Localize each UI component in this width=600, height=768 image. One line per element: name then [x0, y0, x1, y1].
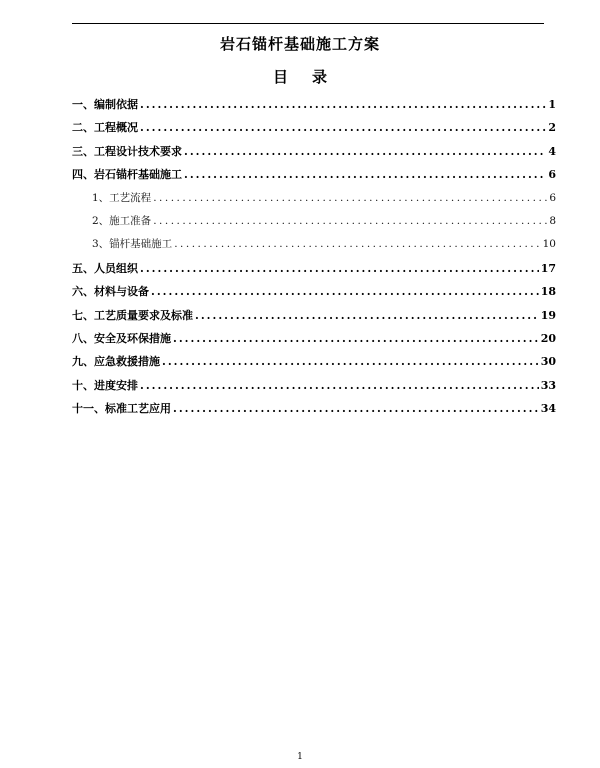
toc-leader-dots: [153, 210, 547, 233]
toc-entry-page: 18: [540, 285, 556, 299]
toc-entry-page: 6: [549, 191, 556, 204]
toc-entry-renyuan-zuzhi[interactable]: [72, 257, 556, 280]
toc-leader-dots: [174, 233, 540, 256]
toc-entry-page: 6: [548, 168, 556, 182]
toc-entry-label: 三、工程设计技术要求: [72, 144, 182, 158]
toc-entry-page: 4: [548, 144, 556, 158]
toc-entry-page: 30: [540, 355, 556, 369]
toc-entry-label: 五、人员组织: [72, 261, 138, 275]
toc-entry-page: 8: [549, 214, 556, 227]
toc-entry-label: 十、进度安排: [72, 378, 138, 392]
toc-entry-maogan-jichu-shigong[interactable]: [72, 163, 556, 186]
toc-entry-label: 四、岩石锚杆基础施工: [72, 168, 182, 182]
toc-entry-jindu-anpai[interactable]: [72, 374, 556, 397]
toc-entry-zhiliang-biaozhun[interactable]: [72, 304, 556, 327]
toc-entry-label: 八、安全及环保措施: [72, 331, 171, 345]
toc-entry-label: 十一、标准工艺应用: [72, 402, 171, 416]
toc-leader-dots: [184, 163, 546, 186]
toc-leader-dots: [184, 140, 546, 163]
toc-leader-dots: [140, 116, 546, 139]
toc-entry-sheji-yaoqiu[interactable]: [72, 140, 556, 163]
toc-subentry-maogan-shigong[interactable]: [72, 233, 556, 256]
toc-leader-dots: [173, 397, 539, 420]
toc-entry-label: 2、施工准备: [92, 214, 152, 227]
header-rule: [72, 23, 544, 24]
toc-entry-page: 20: [540, 331, 556, 345]
toc-entry-page: 34: [540, 402, 556, 416]
toc-heading: 目录: [272, 68, 351, 86]
toc-entry-yingji-jiuyuan[interactable]: [72, 350, 556, 373]
table-of-contents: [72, 93, 556, 420]
toc-leader-dots: [151, 280, 539, 303]
toc-entry-label: 1、工艺流程: [92, 191, 152, 204]
toc-entry-page: 10: [542, 238, 556, 251]
toc-entry-anquan-huanbao[interactable]: [72, 327, 556, 350]
toc-leader-dots: [140, 93, 546, 116]
toc-entry-label: 九、应急救援措施: [72, 355, 160, 369]
document-title: 岩石锚杆基础施工方案: [219, 35, 380, 53]
page-number: 1: [297, 752, 303, 762]
toc-entry-label: 3、锚杆基础施工: [92, 238, 173, 251]
toc-entry-bianzhi-yiju[interactable]: [72, 93, 556, 116]
toc-entry-gongcheng-gaikuang[interactable]: [72, 116, 556, 139]
toc-entry-label: 六、材料与设备: [72, 285, 149, 299]
toc-entry-label: 二、工程概况: [72, 121, 138, 135]
toc-leader-dots: [140, 257, 539, 280]
toc-leader-dots: [153, 187, 547, 210]
toc-entry-page: 1: [548, 98, 556, 111]
toc-entry-cailiao-shebei[interactable]: [72, 280, 556, 303]
toc-entry-page: 33: [540, 378, 556, 392]
toc-leader-dots: [195, 304, 539, 327]
toc-leader-dots: [173, 327, 539, 350]
toc-leader-dots: [140, 374, 539, 397]
toc-entry-page: 2: [548, 121, 556, 135]
toc-entry-label: 七、工艺质量要求及标准: [72, 308, 193, 322]
toc-subentry-shigong-zhunbei[interactable]: [72, 210, 556, 233]
toc-subentry-gongyi-liucheng[interactable]: [72, 187, 556, 210]
toc-entry-label: 一、编制依据: [72, 98, 138, 111]
toc-leader-dots: [162, 350, 539, 373]
toc-entry-page: 17: [540, 261, 556, 275]
toc-entry-page: 19: [540, 308, 556, 322]
toc-entry-biaozhun-gongyi[interactable]: [72, 397, 556, 420]
